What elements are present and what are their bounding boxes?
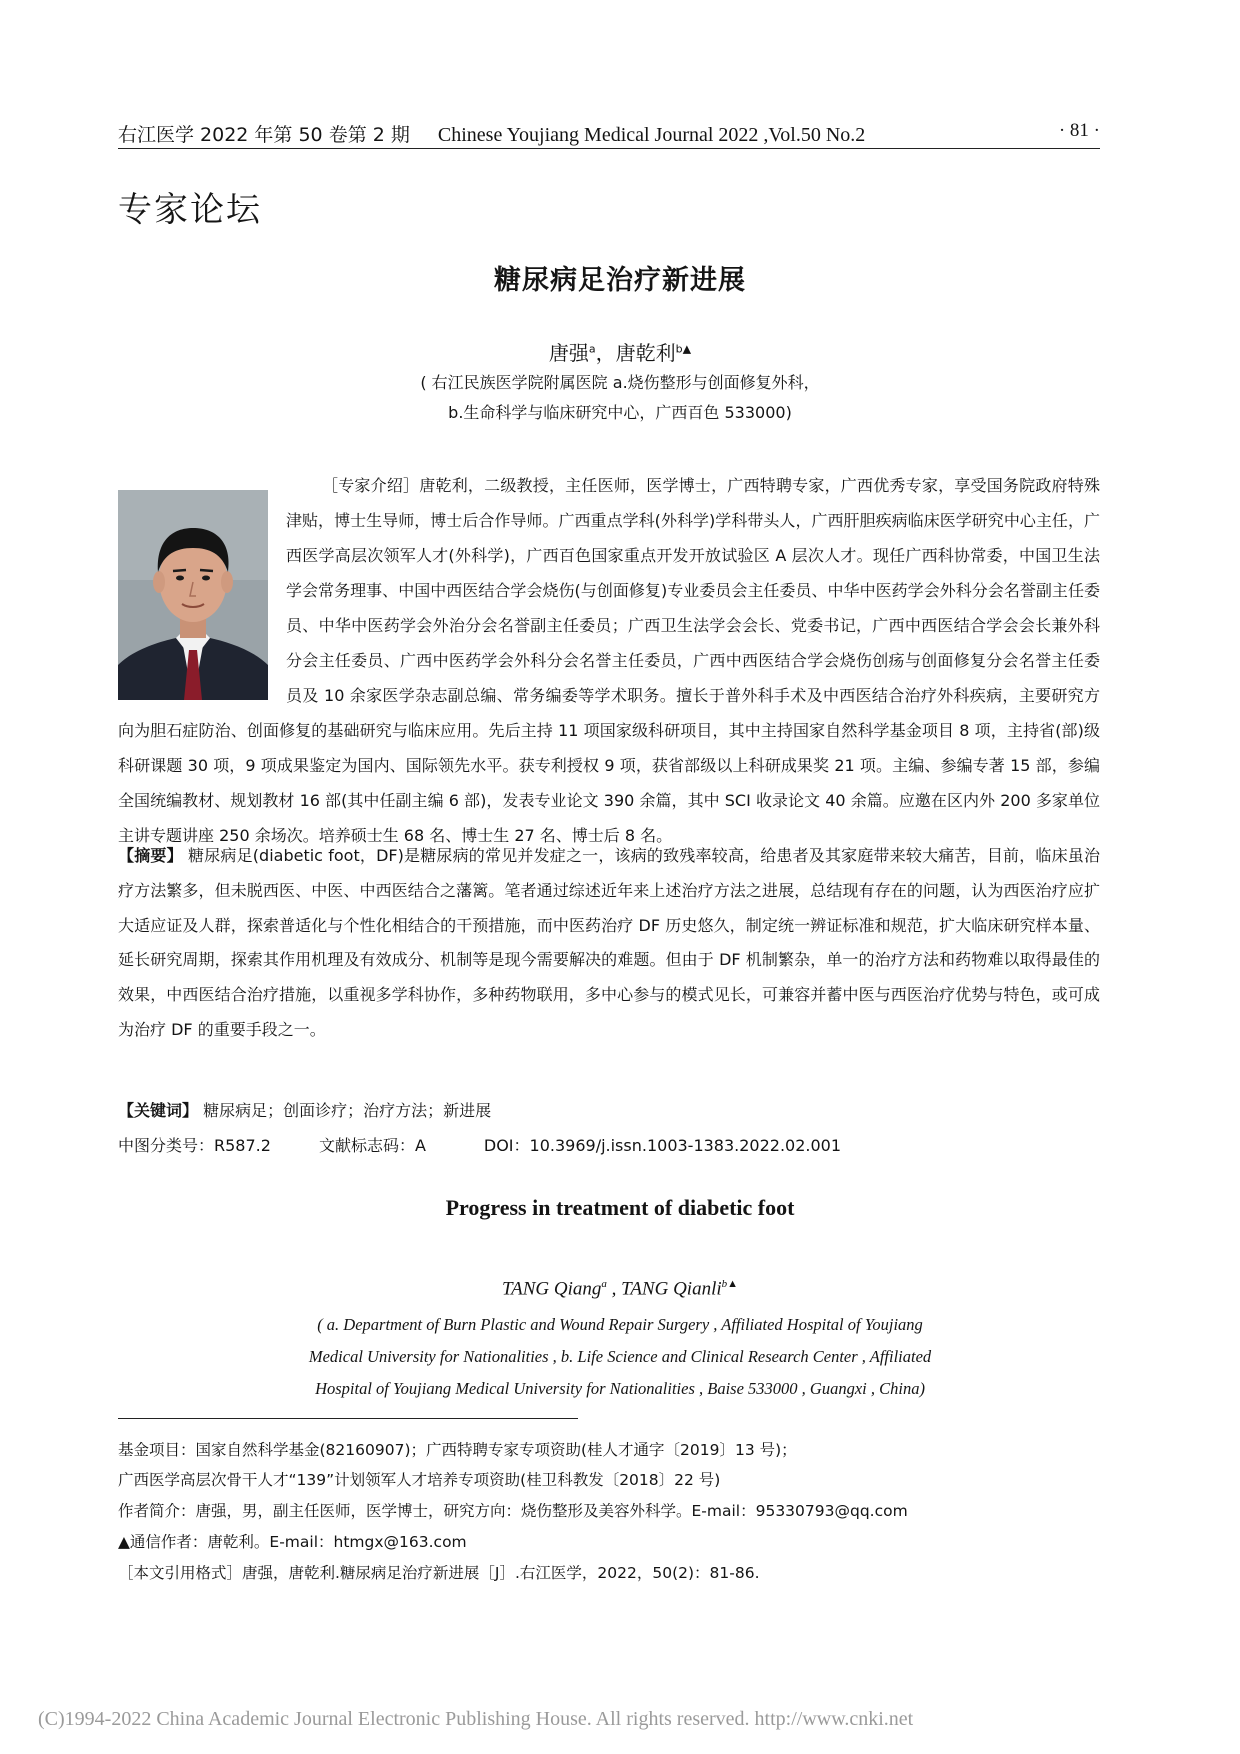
footnote-corresponding-author: ▲通信作者：唐乾利。E-mail：htmgx@163.com	[118, 1533, 467, 1551]
header-rule	[118, 148, 1100, 149]
footnote-author-bio: 作者简介：唐强，男，副主任医师，医学博士，研究方向：烧伤整形及美容外科学。E-mail：95330793@qq.com	[118, 1502, 908, 1520]
keywords-text: 糖尿病足；创面诊疗；治疗方法；新进展	[203, 1101, 492, 1120]
doi: DOI：10.3969/j.issn.1003-1383.2022.02.001	[483, 1136, 842, 1155]
affiliation-cn-line: ( 右江民族医学院附属医院 a.烧伤整形与创面修复外科，	[420, 373, 820, 392]
journal-name-en: Chinese Youjiang Medical Journal 2022 ,Vol.50 No.2	[437, 124, 866, 146]
author-marker: a	[588, 342, 596, 356]
running-header	[118, 120, 865, 147]
clc-number: 中图分类号：R587.2	[118, 1136, 271, 1155]
author-marker: b▲	[675, 342, 692, 356]
abstract	[118, 839, 1100, 1048]
author-name: TANG Qiang	[501, 1278, 602, 1300]
journal-name-cn: 右江医学 2022 年第 50 卷第 2 期	[118, 124, 410, 146]
author-name: 唐乾利	[615, 341, 676, 365]
abstract-text: 糖尿病足(diabetic foot，DF)是糖尿病的常见并发症之一，该病的致残率较高，给患者及其家庭带来较大痛苦，目前，临床虽治疗方法繁多，但未脱西医、中医、中西医结合之藩篱。笔者通过综述近年来上述治疗方法之进展，总结现有存在的问题，认为西医治疗应扩大适应证及人群，探索普适化与个性化相结合的干预措施，而中医药治疗 DF 历史悠久，制定统一辨证标准和规范，扩大临床研究样本量、延长研究周期，探索其作用机理及有效成分、机制等是现今需要解决的难题。但由于 DF 机制繁杂，单一的治疗方法和药物难以取得最佳的效果，中西医结合治疗措施，以重视多学科协作，多种药物联用，多中心参与的模式见长，可兼容并蓄中医与西医治疗优势与特色，或可成为治疗 DF 的重要手段之一。	[118, 846, 1100, 1039]
page-number: · 81 ·	[1058, 120, 1100, 141]
footnote-citation-format: ［本文引用格式］唐强，唐乾利.糖尿病足治疗新进展［J］.右江医学，2022，50(2)：81-86.	[118, 1564, 760, 1582]
expert-introduction	[118, 468, 1100, 853]
keywords	[118, 1098, 1100, 1121]
section-label: 专家论坛	[118, 190, 262, 230]
affiliation-en-line: ( a. Department of Burn Plastic and Wound Repair Surgery , Affiliated Hospital of Youjiang	[317, 1315, 923, 1334]
affiliation-en-line: Medical University for Nationalities , b. Life Science and Clinical Research Center , Affiliated	[308, 1347, 932, 1366]
document-code: 文献标志码：A	[318, 1136, 426, 1155]
author-marker: a	[601, 1278, 607, 1290]
affiliation-cn-line: b.生命科学与临床研究中心，广西百色 533000)	[448, 403, 792, 422]
abstract-label: 【摘要】	[118, 846, 183, 865]
footnote-funding-cont: 广西医学高层次骨干人才“139”计划领军人才培养专项资助(桂卫科教发〔2018〕22 号)	[118, 1471, 721, 1489]
footnote-funding: 基金项目：国家自然科学基金(82160907)；广西特聘专家专项资助(桂人才通字〔2019〕13 号)；	[118, 1441, 797, 1459]
author-name: TANG Qianli	[621, 1278, 722, 1300]
authors-en	[0, 1278, 1240, 1300]
article-title-cn: 糖尿病足治疗新进展	[494, 265, 746, 296]
article-title-en: Progress in treatment of diabetic foot	[445, 1195, 795, 1220]
footnote-rule	[118, 1418, 578, 1419]
keywords-label: 【关键词】	[118, 1101, 199, 1120]
copyright-notice: (C)1994-2022 China Academic Journal Electronic Publishing House. All rights reserved. http://www.cnki.net	[38, 1708, 914, 1730]
author-marker: b▲	[721, 1278, 739, 1290]
expert-intro-text: ［专家介绍］唐乾利，二级教授，主任医师，医学博士，广西特聘专家，广西优秀专家，享受国务院政府特殊津贴，博士生导师，博士后合作导师。广西重点学科(外科学)学科带头人，广西肝胆疾病临床医学研究中心主任，广西医学高层次领军人才(外科学)，广西百色国家重点开发开放试验区 A 层次人才。现任广西科协常委，中国卫生法学会常务理事、中国中西医结合学会烧伤(与创面修复)专业委员会主任委员、中华中医药学会外科分会名誉副主任委员、中华中医药学会外治分会名誉副主任委员；广西卫生法学会会长、党委书记，广西中西医结合学会会长兼外科分会主任委员、广西中医药学会外科分会名誉主任委员，广西中西医结合学会烧伤创疡与创面修复分会名誉主任委员及 10 余家医学杂志副总编、常务编委等学术职务。擅长于普外科手术及中西医结合治疗外科疾病，主要研究方向为胆石症防治、创面修复的基础研究与临床应用。先后主持 11 项国家级科研项目，其中主持国家自然科学基金项目 8 项，主持省(部)级科研课题 30 项，9 项成果鉴定为国内、国际领先水平。获专利授权 9 项，获省部级以上科研成果奖 21 项。主编、参编专著 15 部，参编全国统编教材、规划教材 16 部(其中任副主编 6 部)，发表专业论文 390 余篇，其中 SCI 收录论文 40 余篇。应邀在区内外 200 多家单位主讲专题讲座 250 余场次。培养硕士生 68 名、博士生 27 名、博士后 8 名。	[118, 476, 1100, 845]
author-name: 唐强	[548, 341, 589, 365]
affiliation-en-line: Hospital of Youjiang Medical University for Nationalities , Baise 533000 , Guangxi , China)	[315, 1379, 925, 1398]
classification-row	[118, 1133, 1100, 1156]
authors-cn	[0, 337, 1240, 366]
author-separator: ，	[595, 341, 616, 365]
author-separator: ,	[606, 1278, 622, 1300]
photo-spacer	[118, 468, 286, 706]
